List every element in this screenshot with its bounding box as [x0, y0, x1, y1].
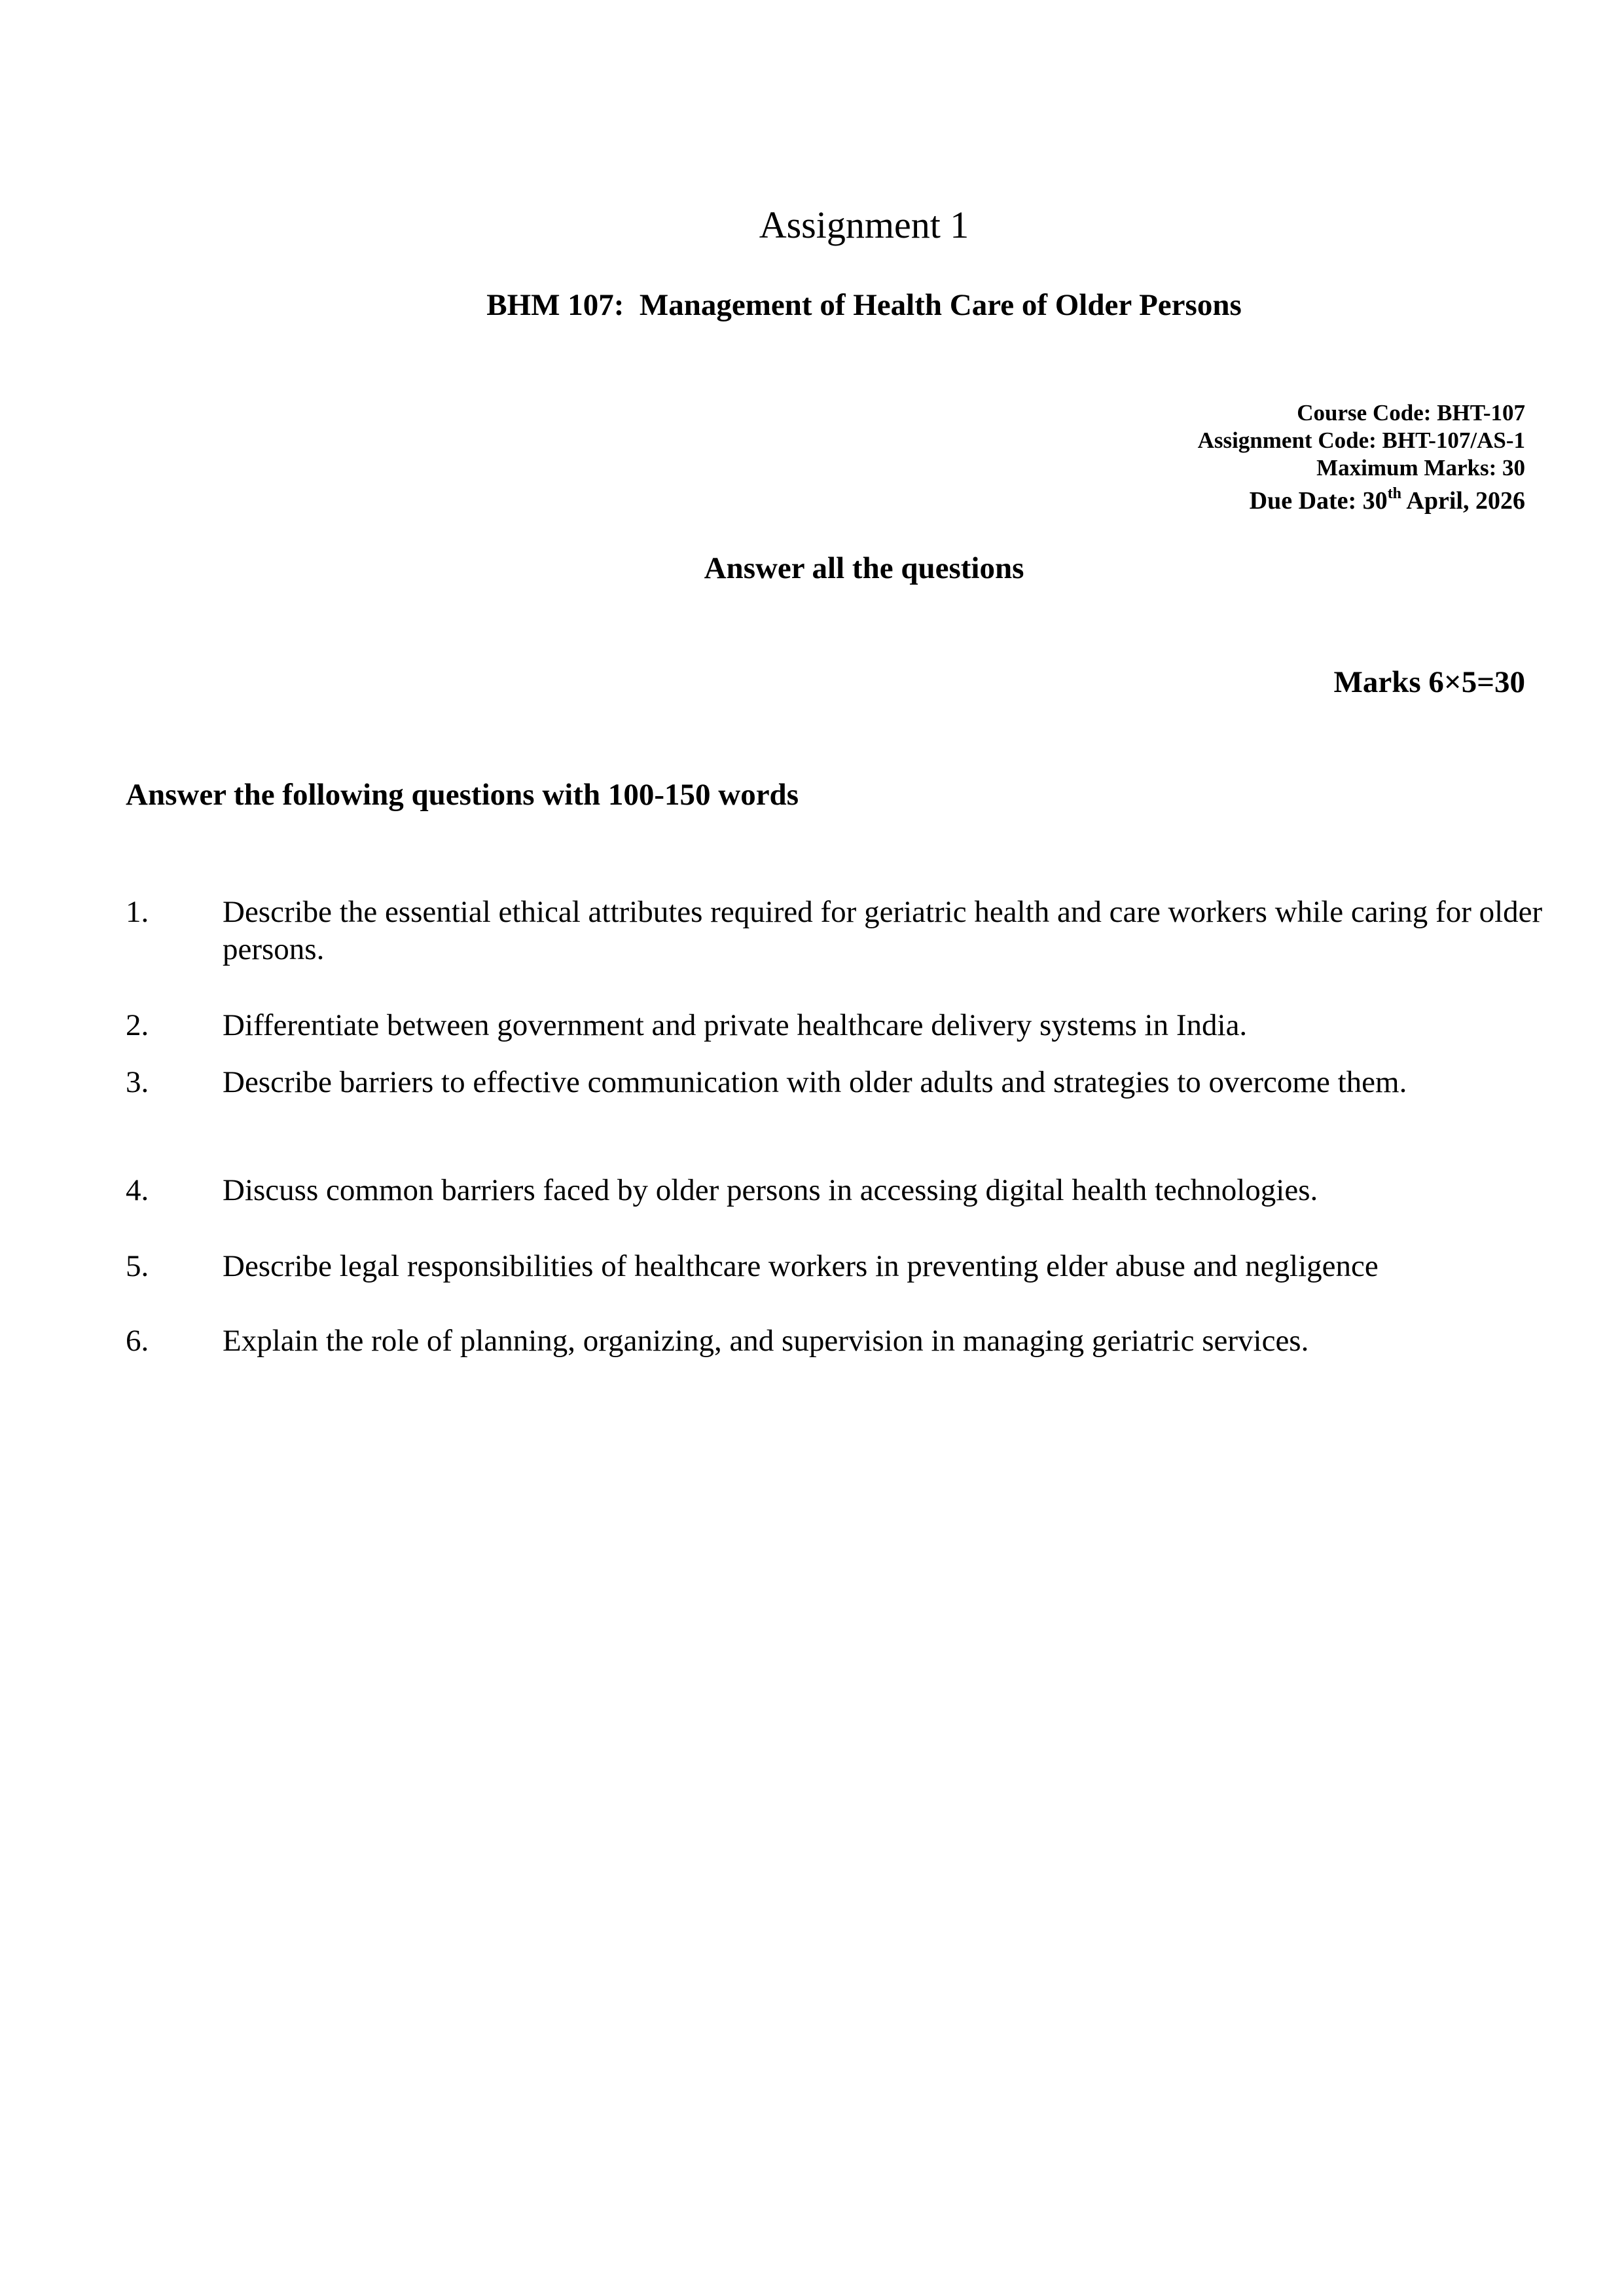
due-date-suffix: April, 2026 — [1401, 487, 1525, 515]
question-number: 1. — [126, 895, 149, 929]
question-text: Differentiate between government and private healthcare delivery systems in India. — [223, 1008, 1248, 1042]
question-number: 6. — [126, 1324, 149, 1358]
maximum-marks: Maximum Marks: 30 — [1316, 455, 1525, 481]
assignment-title: Assignment 1 — [759, 204, 969, 246]
marks-line: Marks 6×5=30 — [1333, 665, 1525, 699]
question-number: 4. — [126, 1173, 149, 1207]
assignment-info-block — [1198, 399, 1525, 517]
question-text: Describe legal responsibilities of healthcare workers in preventing elder abuse and negligence — [223, 1249, 1379, 1283]
question-text: Describe the essential ethical attributes required for geriatric health and care workers while caring for older persons. — [223, 895, 1543, 966]
question-text: Describe barriers to effective communication with older adults and strategies to overcome them. — [223, 1065, 1407, 1099]
due-date — [1198, 484, 1525, 517]
question-number: 2. — [126, 1008, 149, 1042]
question-text: Discuss common barriers faced by older persons in accessing digital health technologies. — [223, 1173, 1318, 1207]
question-text: Explain the role of planning, organizing, and supervision in managing geriatric services. — [223, 1324, 1309, 1358]
question-number: 5. — [126, 1249, 149, 1283]
section-heading: Answer the following questions with 100-150 words — [126, 778, 799, 812]
course-subtitle: BHM 107: Management of Health Care of Older Persons — [486, 288, 1242, 322]
instruction-line: Answer all the questions — [704, 551, 1024, 585]
due-date-superscript: th — [1387, 485, 1402, 502]
question-number: 3. — [126, 1065, 149, 1099]
course-code: Course Code: BHT-107 — [1297, 400, 1525, 426]
assignment-code: Assignment Code: BHT-107/AS-1 — [1197, 428, 1525, 453]
due-date-prefix: Due Date: 30 — [1249, 487, 1388, 515]
